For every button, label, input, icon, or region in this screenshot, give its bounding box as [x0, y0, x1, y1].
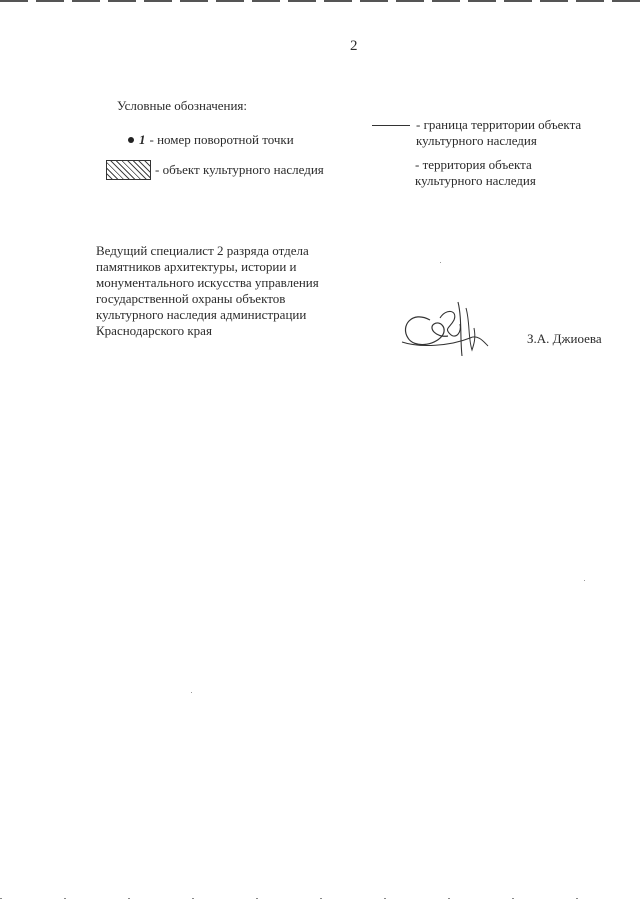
position-line: Краснодарского края	[96, 323, 212, 338]
hatched-box-icon	[106, 160, 151, 180]
position-line: культурного наследия администрации	[96, 307, 307, 322]
boundary-label	[416, 117, 581, 149]
signatory-name: З.А. Джиоева	[527, 331, 602, 346]
boundary-label-line: культурного наследия	[416, 133, 537, 148]
legend-title: Условные обозначения:	[117, 98, 248, 113]
legend-territory	[415, 157, 536, 189]
top-edge-rule	[0, 0, 640, 2]
bottom-edge-marks	[0, 898, 640, 899]
solid-line-icon	[372, 125, 410, 126]
territory-label-line: - территория объекта	[415, 157, 532, 172]
position-line: государственной охраны объектов	[96, 291, 286, 306]
turning-point-number: 1	[139, 132, 146, 147]
signatory-position	[96, 243, 319, 339]
scan-speck	[191, 692, 192, 693]
legend-turning-point	[128, 132, 294, 148]
page-number: 2	[350, 38, 358, 54]
handwritten-signature	[400, 298, 490, 362]
scan-speck	[440, 262, 441, 263]
boundary-label-line: - граница территории объекта	[416, 117, 582, 132]
filled-dot-icon	[128, 137, 134, 143]
territory-label-line: культурного наследия	[415, 173, 536, 188]
legend-heritage-object	[106, 160, 324, 180]
position-line: Ведущий специалист 2 разряда отдела	[96, 243, 309, 258]
position-line: памятников архитектуры, истории и	[96, 259, 297, 274]
scan-speck	[584, 580, 585, 581]
heritage-object-label: - объект культурного наследия	[155, 162, 324, 177]
position-line: монументального искусства управления	[96, 275, 319, 290]
turning-point-label: - номер поворотной точки	[149, 132, 294, 147]
